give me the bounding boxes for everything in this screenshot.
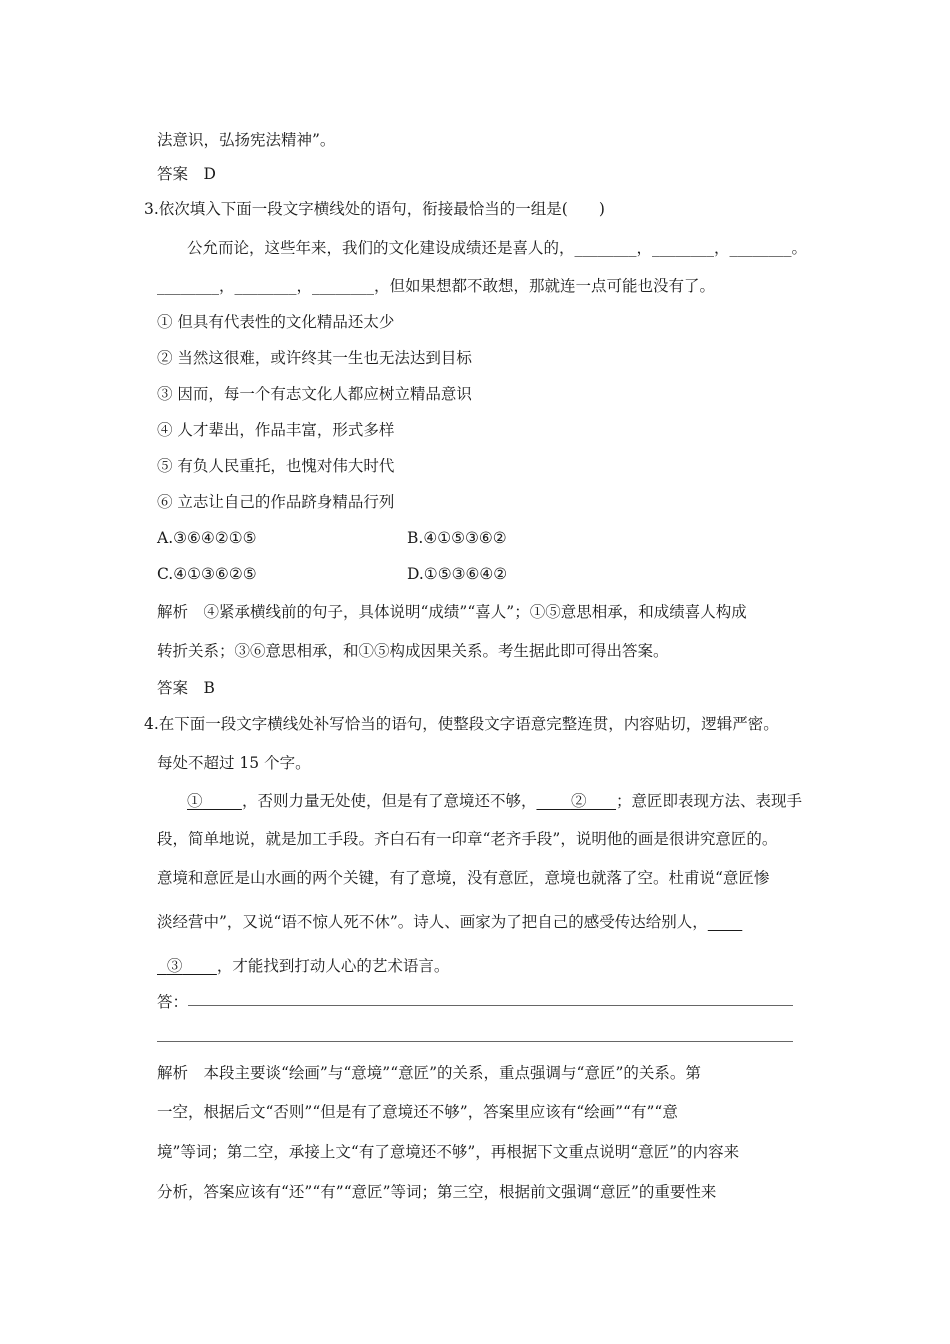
q3-answer: 答案 B (157, 679, 215, 697)
q3-option-b: B.④①⑤③⑥② (407, 529, 507, 547)
q3-stem: 3.依次填入下面一段文字横线处的语句，衔接最恰当的一组是( ) (144, 200, 605, 218)
blank-3-lead (708, 913, 743, 931)
q4-passage-line-2: 段，简单地说，就是加工手段。齐白石有一印章“老齐手段”，说明他的画是很讲究意匠的。 (157, 830, 778, 848)
q4-passage-line-1 (187, 790, 802, 812)
q4-stem-line-1: 4.在下面一段文字横线处补写恰当的语句，使整段文字语意完整连贯，内容贴切，逻辑严密。 (144, 715, 779, 733)
q3-item-1: ① 但具有代表性的文化精品还太少 (157, 313, 395, 331)
q3-option-c: C.④①③⑥②⑤ (157, 565, 257, 583)
q4-analysis-line-4: 分析，答案应该有“还”“有”“意匠”等词；第三空，根据前文强调“意匠”的重要性来 (157, 1183, 717, 1201)
q4-stem-line-2: 每处不超过 15 个字。 (157, 754, 311, 772)
q4-analysis-line-3: 境”等词；第二空，承接上文“有了意境还不够”，再根据下文重点说明“意匠”的内容来 (157, 1143, 740, 1161)
q4-passage-text-5: ，才能找到打动人心的艺术语言。 (216, 957, 450, 975)
q3-option-d: D.①⑤③⑥④② (407, 565, 508, 583)
q4-analysis-line-2: 一空，根据后文“否则”“但是有了意境还不够”，答案里应该有“绘画”“有”“意 (157, 1103, 678, 1121)
answer-line-2 (157, 1041, 793, 1042)
q3-item-2: ② 当然这很难，或许终其一生也无法达到目标 (157, 349, 472, 367)
answer-label: 答： (157, 993, 189, 1011)
q2-answer: 答案 D (157, 165, 216, 183)
q3-passage-line-1: 公允而论，这些年来，我们的文化建设成绩还是喜人的，________，________，________。 (187, 239, 808, 257)
q3-analysis-line-1: 解析 ④紧承横线前的句子，具体说明“成绩”“喜人”；①⑤意思相承，和成绩喜人构成 (157, 603, 747, 621)
q3-item-4: ④ 人才辈出，作品丰富，形式多样 (157, 421, 395, 439)
q3-item-3: ③ 因而，每一个有志文化人都应树立精品意识 (157, 385, 472, 403)
q4-passage-line-5 (157, 955, 449, 977)
q4-passage-line-3: 意境和意匠是山水画的两个关键，有了意境，没有意匠，意境也就落了空。杜甫说“意匠惨 (157, 869, 770, 887)
blank-1: ① (187, 792, 203, 810)
q4-analysis-line-1: 解析 本段主要谈“绘画”与“意境”“意匠”的关系，重点强调与“意匠”的关系。第 (157, 1064, 701, 1082)
answer-line-1 (188, 1005, 793, 1006)
blank-3: ③ (166, 957, 183, 975)
q3-option-a: A.③⑥④②①⑤ (157, 529, 257, 547)
q3-passage-line-2: ________，________，________，但如果想都不敢想，那就连一点可能也没有了。 (157, 277, 716, 295)
q4-passage-line-4: 淡经营中”，又说“语不惊人死不休”。诗人、画家为了把自己的感受传达给别人， (157, 911, 742, 933)
q3-analysis-line-2: 转折关系；③⑥意思相承，和①⑤构成因果关系。考生据此即可得出答案。 (157, 642, 669, 660)
continued-text-line: 法意识，弘扬宪法精神”。 (157, 131, 336, 149)
q4-passage-text-1a: ，否则力量无处使，但是有了意境还不够， (241, 792, 537, 810)
q3-item-6: ⑥ 立志让自己的作品跻身精品行列 (157, 493, 395, 511)
blank-2: ② (570, 792, 587, 810)
q4-passage-text-1b: ；意匠即表现方法、表现手 (616, 792, 803, 810)
q3-item-5: ⑤ 有负人民重托，也愧对伟大时代 (157, 457, 395, 475)
